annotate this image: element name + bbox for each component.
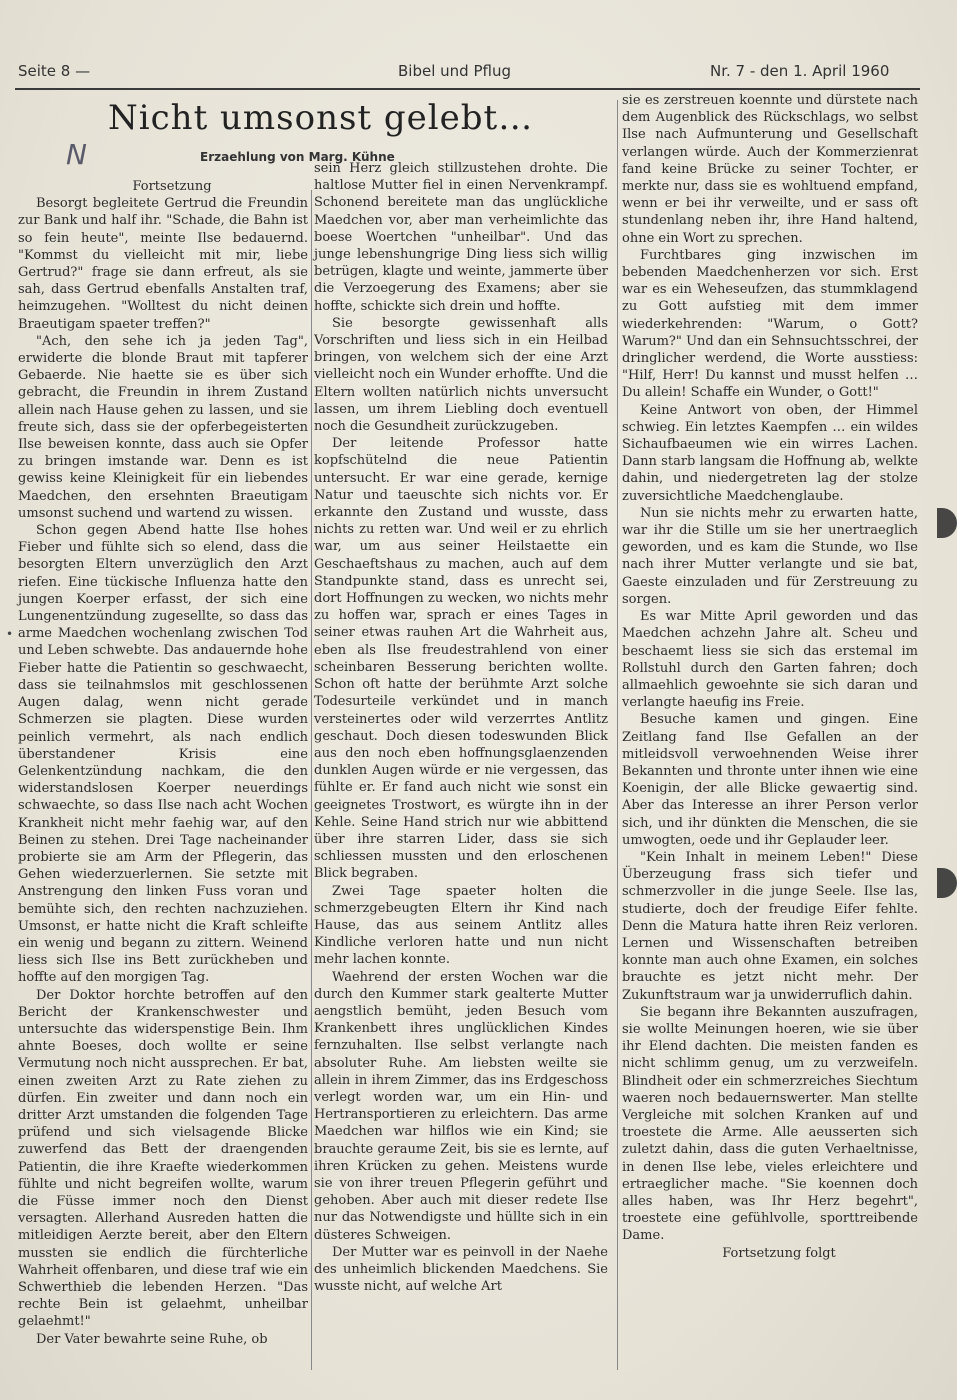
text-column-3 [622, 92, 918, 1262]
paragraph: Es war Mitte April geworden und das Maedchen achzehn Jahre alt. Scheu und beschaemt liess sie sich das erstemal im Rollstuhl durch den Garten fahren; doch allmaehlich gewoehnte sie sich daran und verlangte haeufig ins Freie. [622, 609, 918, 711]
pencil-mark: N [66, 138, 87, 171]
article-title: Nicht umsonst gelebt… [108, 98, 534, 138]
paragraph: "Kein Inhalt in meinem Leben!" Diese Überzeugung frass sich tiefer und schmerzvoller in die junge Seele. Ilse las, studierte, doch der freudige Eifer fehlte. Denn die Matura hatte ihren Reiz verloren. Lernen und Wissenschaften betreiben konnte man auch ohne Examen, ein solches brauchte es jetzt nicht mehr. Der Zukunftstraum war ja unwiderruflich dahin. [622, 849, 918, 1003]
paragraph: Schon gegen Abend hatte Ilse hohes Fieber und fühlte sich so elend, dass die besorgten Eltern unverzüglich den Arzt riefen. Eine tückische Influenza hatte den jungen Koerper erfasst, der sich eine Lungenentzündung zugesellte, so dass das arme Maedchen wochenlang zwischen Tod und Leben schwebte. Das andauernde hohe Fieber hatte die Patientin so geschwaecht, dass sie teilnahmslos mit geschlossenen Augen dalag, wenn nicht gerade Schmerzen sie plagten. Diese wurden peinlich vermehrt, als nach endlich überstandener Krisis eine Gelenkentzündung nachkam, die den widerstandslosen Koerper neuerdings schwaechte, so dass Ilse nach acht Wochen Krankheit nicht mehr faehig war, auf den Beinen zu stehen. Drei Tage nacheinander probierte sie am Arm der Pflegerin, das Gehen wiederzuerlernen. Sie setzte mit Anstrengung den linken Fuss voran und bemühte sich, den rechten nachzuziehen. Umsonst, er hatte nicht die Kraft schleifte ein wenig und begann zu zittern. Weinend liess sich Ilse ins Bett zurückheben und hoffte auf den morgigen Tag. [18, 523, 308, 986]
paragraph: Sie begann ihre Bekannten auszufragen, sie wollte Meinungen hoeren, wie sie über ihr Elend dachten. Die meisten fanden es nicht schlimm genug, um zu verzweifeln. Blindheit oder ein schmerzreiches Siechtum waeren noch bedauernswerter. Man stellte Vergleiche mit solchen Kranken auf und troestete die Arme. Alle aeusserten sich zuletzt dahin, dass die guten Verhaeltnisse, in denen Ilse lebe, vieles erleichtere und ertraeglicher mache. "Sie koennen doch alles haben, was Ihr Herz begehrt", troestete eine gefühlvolle, sporttreibende Dame. [622, 1004, 918, 1244]
continuation-footer: Fortsetzung folgt [722, 1245, 836, 1261]
paragraph: Sie besorgte gewissenhaft alls Vorschriften und liess sich in ein Heilbad bringen, von welchem sich der eine Arzt vielleicht noch ein Wunder erhoffte. Und die Eltern wollten natürlich nichts unversucht lassen, um ihrem Liebling doch eventuell noch die Gesundheit zurückzugeben. [314, 315, 608, 435]
paragraph: Besuche kamen und gingen. Eine Zeitlang fand Ilse Gefallen an der mitleidsvoll verwoehnenden Weise ihrer Bekannten und thronte unter ihnen wie eine Koenigin, der alle Blicke gewaertig sind. Aber das Interesse an ihrer Person verlor sich, und ihr dünkten die Menschen, die sie umwogten, oede und ihr Geplauder leer. [622, 712, 918, 848]
paragraph: Keine Antwort von oben, der Himmel schwieg. Ein letztes Kaempfen … ein wildes Sichaufbaeumen wie ein wirres Lachen. Dann starb langsam die Hoffnung ab, welkte dahin, und niedergetreten lag der stolze zuversichtliche Maedchenglaube. [622, 402, 918, 504]
paragraph: sie es zerstreuen koennte und dürstete nach dem Augenblick des Rückschlags, wo selbst Ilse nach Aufmunterung und Gesellschaft verlangen würde. Auch der Kommerzienrat fand keine Brücke zu seiner Tochter, er merkte nur, dass sie es wohltuend empfand, wenn er bei ihr verweilte, und er sass oft stundenlang neben ihr, ihre Hand haltend, ohne ein Wort zu sprechen. [622, 93, 918, 246]
paragraph: Zwei Tage spaeter holten die schmerzgebeugten Eltern ihr Kind nach Hause, das aus seinem Antlitz alles Kindliche verloren hatte und nun nicht mehr lachen konnte. [314, 883, 608, 968]
binder-hole [937, 508, 957, 538]
paragraph: Furchtbares ging inzwischen im bebenden Maedchenherzen vor sich. Erst war es ein Weheseufzen, das stummklagend zu Gott aufstieg mit dem immer wiederkehrenden: "Warum, o Gott? Warum?" Und dan ein Sehnsuchtsschrei, der dringlicher werdend, die Worte ausstiess: "Hilf, Herr! Du kannst und musst helfen … Du allein! Schaffe ein Wunder, o Gott!" [622, 247, 918, 401]
paragraph: Der Mutter war es peinvoll in der Naehe des unheimlich blickenden Maedchens. Sie wusste nicht, auf welche Art [314, 1244, 608, 1295]
newspaper-name: Bibel und Pflug [398, 62, 511, 80]
column-divider [617, 100, 618, 1370]
text-column-2 [314, 160, 608, 1295]
binder-hole [937, 868, 957, 898]
paragraph: Der Doktor horchte betroffen auf den Bericht der Krankenschwester und untersuchte das widerspenstige Bein. Ihm ahnte Boeses, doch wollte er seine Vermutung noch nicht aussprechen. Er bat, einen zweiten Arzt zu Rate ziehen zu dürfen. Ein zweiter und dann noch ein dritter Arzt umstanden die folgenden Tage prüfend und sich vielsagende Blicke zuwerfend das Bett der draengenden Patientin, die ihre Kraefte wiederkommen fühlte und nicht begreifen wollte, warum die Füsse immer noch den Dienst versagten. Allerhand Ausreden hatten die mitleidigen Aerzte bereit, aber den Eltern mussten sie endlich die fürchterliche Wahrheit offenbaren, und diese traf wie ein Schwerthieb die lebenden Herzen. "Das rechte Bein ist gelaehmt, unheilbar gelaehmt!" [18, 987, 308, 1330]
paragraph: Besorgt begleitete Gertrud die Freundin zur Bank und half ihr. "Schade, die Bahn ist so fein heute", meinte Ilse bedauernd. "Kommst du vielleicht mit mir, liebe Gertrud?" frage sie dann erfreut, als sie sah, dass Gertrud ebenfalls Anstalten traf, heimzugehen. "Wolltest du nicht deinen Braeutigam spaeter treffen?" [18, 196, 308, 332]
paragraph: sein Herz gleich stillzustehen drohte. Die haltlose Mutter fiel in einen Nervenkrampf. Schonend bereitete man das unglückliche Maedchen vor, aber man verheimlichte das boese Woertchen "unheilbar". Und das junge lebenshungrige Ding liess sich willig betrügen, klagte und weinte, jammerte über die Verzoegerung des Examens; aber sie hoffte, schickte sich drein und hoffte. [314, 161, 608, 314]
text-column-1 [18, 178, 308, 1348]
paragraph: "Ach, den sehe ich ja jeden Tag", erwiderte die blonde Braut mit tapferer Gebaerde. Nie haette sie es über sich gebracht, die Freundin in ihrem Zustand allein nach Hause gehen zu lassen, und sie freute sich, dass sie der opferbegeisterten Ilse beweisen konnte, dass auch sie Opfer zu bringen imstande war. Denn es ist gewiss keine Kleinigkeit für ein liebendes Maedchen, den ersehnten Braeutigam umsonst suchend und wartend zu wissen. [18, 333, 308, 521]
continuation-note: Fortsetzung [132, 179, 212, 194]
margin-dot: • [6, 627, 14, 641]
column-divider [311, 190, 312, 1370]
page-number: Seite 8 — [18, 62, 91, 80]
header-rule [15, 88, 920, 90]
paragraph: Nun sie nichts mehr zu erwarten hatte, war ihr die Stille um sie her unertraeglich geworden, und es kam die Stunde, wo Ilse nach ihrer Mutter verlangte und sie bat, Gaeste einzuladen und für Zerstreuung zu sorgen. [622, 505, 918, 607]
paragraph: Der Vater bewahrte seine Ruhe, ob [36, 1331, 268, 1347]
article-byline: Erzaehlung von Marg. Kühne [200, 150, 395, 164]
issue-date: Nr. 7 - den 1. April 1960 [710, 62, 890, 80]
paragraph: Waehrend der ersten Wochen war die durch den Kummer stark gealterte Mutter aengstlich bemüht, jeden Besuch vom Krankenbett ihres unglücklichen Kindes fernzuhalten. Ilse selbst verlangte nach absoluter Ruhe. Am liebsten weilte sie allein in ihrem Zimmer, das ins Erdgeschoss verlegt worden war, um ein Hin- und Hertransportieren zu erleichtern. Das arme Maedchen war hilflos wie ein Kind; sie brauchte geraume Zeit, bis sie es lernte, auf ihren Krücken zu gehen. Meistens wurde sie von ihrer treuen Pflegerin geführt und gehoben. Aber auch mit dieser redete Ilse nur das Notwendigste und hüllte sich in ein düsteres Schweigen. [314, 969, 608, 1243]
paragraph: Der leitende Professor hatte kopfschütelnd die neue Patientin untersucht. Er war eine gerade, kernige Natur und taeuschte sich nichts vor. Er erkannte den Zustand und wusste, dass nichts zu retten war. Und weil er zu ehrlich war, um aus seiner Heilstaette ein Geschaeftshaus zu machen, auch auf dem Standpunkte stand, dass es unrecht sei, dort Hoffnungen zu wecken, wo nichts mehr zu hoffen war, sprach er eines Tages in seiner etwas rauhen Art die Wahrheit aus, eben als Ilse freudestrahlend von einer scheinbaren Besserung berichten wollte. Schon oft hatte der berühmte Arzt solche Todesurteile verkündet und in manch versteinertes oder wild verzerrtes Antlitz geschaut. Doch diesen todeswunden Blick aus den noch eben hoffnungsglaenzenden dunklen Augen würde er nie vergessen, das fühlte er. Er fand auch nicht wie sonst ein geeignetes Trostwort, es würgte ihn in der Kehle. Seine Hand strich nur wie abbittend über ihre starren Lider, dass sie sich schliessen mussten und den erloschenen Blick begraben. [314, 436, 608, 882]
